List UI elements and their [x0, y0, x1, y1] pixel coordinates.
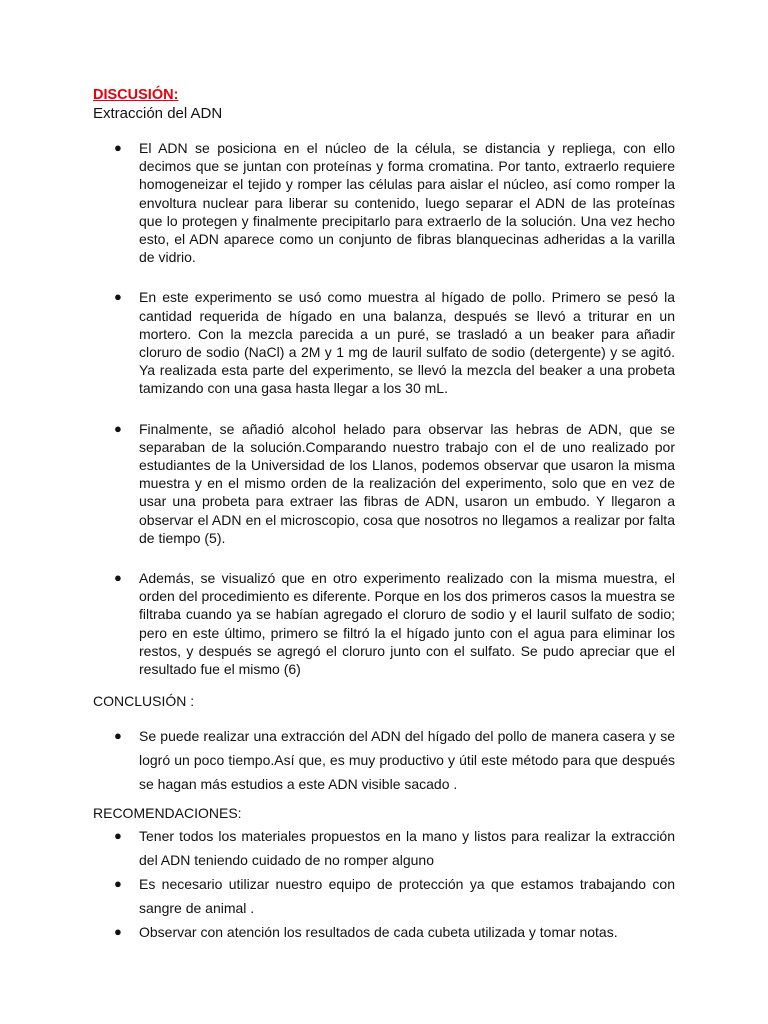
- bullet-icon: ●: [114, 876, 122, 892]
- discussion-heading: DISCUSIÓN:: [93, 87, 179, 103]
- recommendations-heading: RECOMENDACIONES:: [93, 805, 242, 822]
- list-item-text: Observar con atención los resultados de cada cubeta utilizada y tomar notas.: [139, 924, 618, 941]
- bullet-icon: ●: [114, 570, 122, 586]
- bullet-icon: ●: [114, 140, 122, 155]
- list-item: [93, 824, 675, 872]
- document-page: [93, 86, 675, 944]
- bullet-icon: ●: [114, 728, 122, 744]
- list-item-text: Se puede realizar una extracción del ADN del hígado del pollo de manera casera y se logró un poco tiempo.Así que, es muy productivo y útil este método para que después se hagan más estudios a este ADN visible sacado .: [139, 728, 675, 793]
- recommendations-list: [93, 824, 675, 944]
- list-item: [93, 724, 675, 796]
- bullet-icon: ●: [114, 289, 122, 305]
- list-item: [93, 288, 675, 397]
- list-item-text: Finalmente, se añadió alcohol helado para observar las hebras de ADN, que se separaban de la solución.Comparando nuestro trabajo con el de uno realizado por estudiantes de la Universidad de los Llanos, podemos observar que usaron la misma muestra y en el mismo orden de la realización del experimento, solo que en vez de usar una probeta para extraer las fibras de ADN, usaron un embudo. Y llegaron a observar el ADN en el microscopio, cosa que nosotros no llegamos a realizar por falta de tiempo (5).: [139, 420, 675, 546]
- list-item: [93, 872, 675, 920]
- list-item-text: Es necesario utilizar nuestro equipo de protección ya que estamos trabajando con sangre de animal .: [139, 876, 675, 917]
- list-item-text: Además, se visualizó que en otro experimento realizado con la misma muestra, el orden del procedimiento es diferente. Porque en los dos primeros casos la muestra se filtraba cuando ya se habían agregado el cloruro de sodio y el lauril sulfato de sodio; pero en este último, primero se filtró la el hígado junto con el agua para eliminar los restos, y después se agregó el cloruro junto con el sulfato. Se pudo apreciar que el resultado fue el mismo (6): [139, 570, 675, 678]
- list-item-text: El ADN se posiciona en el núcleo de la célula, se distancia y repliega, con ello decimos que se juntan con proteínas y forma cromatina. Por tanto, extraerlo requiere homogeneizar el tejido y romper las células para aislar el núcleo, así como romper la envoltura nuclear para liberar su contenido, luego separar el ADN de las proteínas que lo protegen y finalmente precipitarlo para extraerlo de la solución. Una vez hecho esto, el ADN aparece como un conjunto de fibras blanquecinas adheridas a la varilla de vidrio.: [139, 140, 675, 266]
- bullet-icon: ●: [114, 924, 122, 940]
- conclusion-list: [93, 724, 675, 796]
- list-item: [93, 420, 675, 547]
- list-item: [93, 139, 675, 266]
- list-item-text: En este experimento se usó como muestra al hígado de pollo. Primero se pesó la cantidad requerida de hígado en una balanza, después se llevó a triturar en un mortero. Con la mezcla parecida a un puré, se trasladó a un beaker para añadir cloruro de sodio (NaCl) a 2M y 1 mg de lauril sulfato de sodio (detergente) y se agitó. Ya realizada esta parte del experimento, se llevó la mezcla del beaker a una probeta tamizando con una gasa hasta llegar a los 30 mL.: [139, 289, 675, 397]
- conclusion-heading: CONCLUSIÓN :: [93, 693, 195, 710]
- bullet-icon: ●: [114, 420, 122, 436]
- list-item: [93, 920, 675, 944]
- discussion-subtitle: Extracción del ADN: [93, 105, 223, 122]
- discussion-list: [93, 139, 675, 678]
- bullet-icon: ●: [114, 828, 122, 844]
- list-item-text: Tener todos los materiales propuestos en la mano y listos para realizar la extracción del ADN teniendo cuidado de no romper alguno: [139, 828, 675, 869]
- list-item: [93, 569, 675, 678]
